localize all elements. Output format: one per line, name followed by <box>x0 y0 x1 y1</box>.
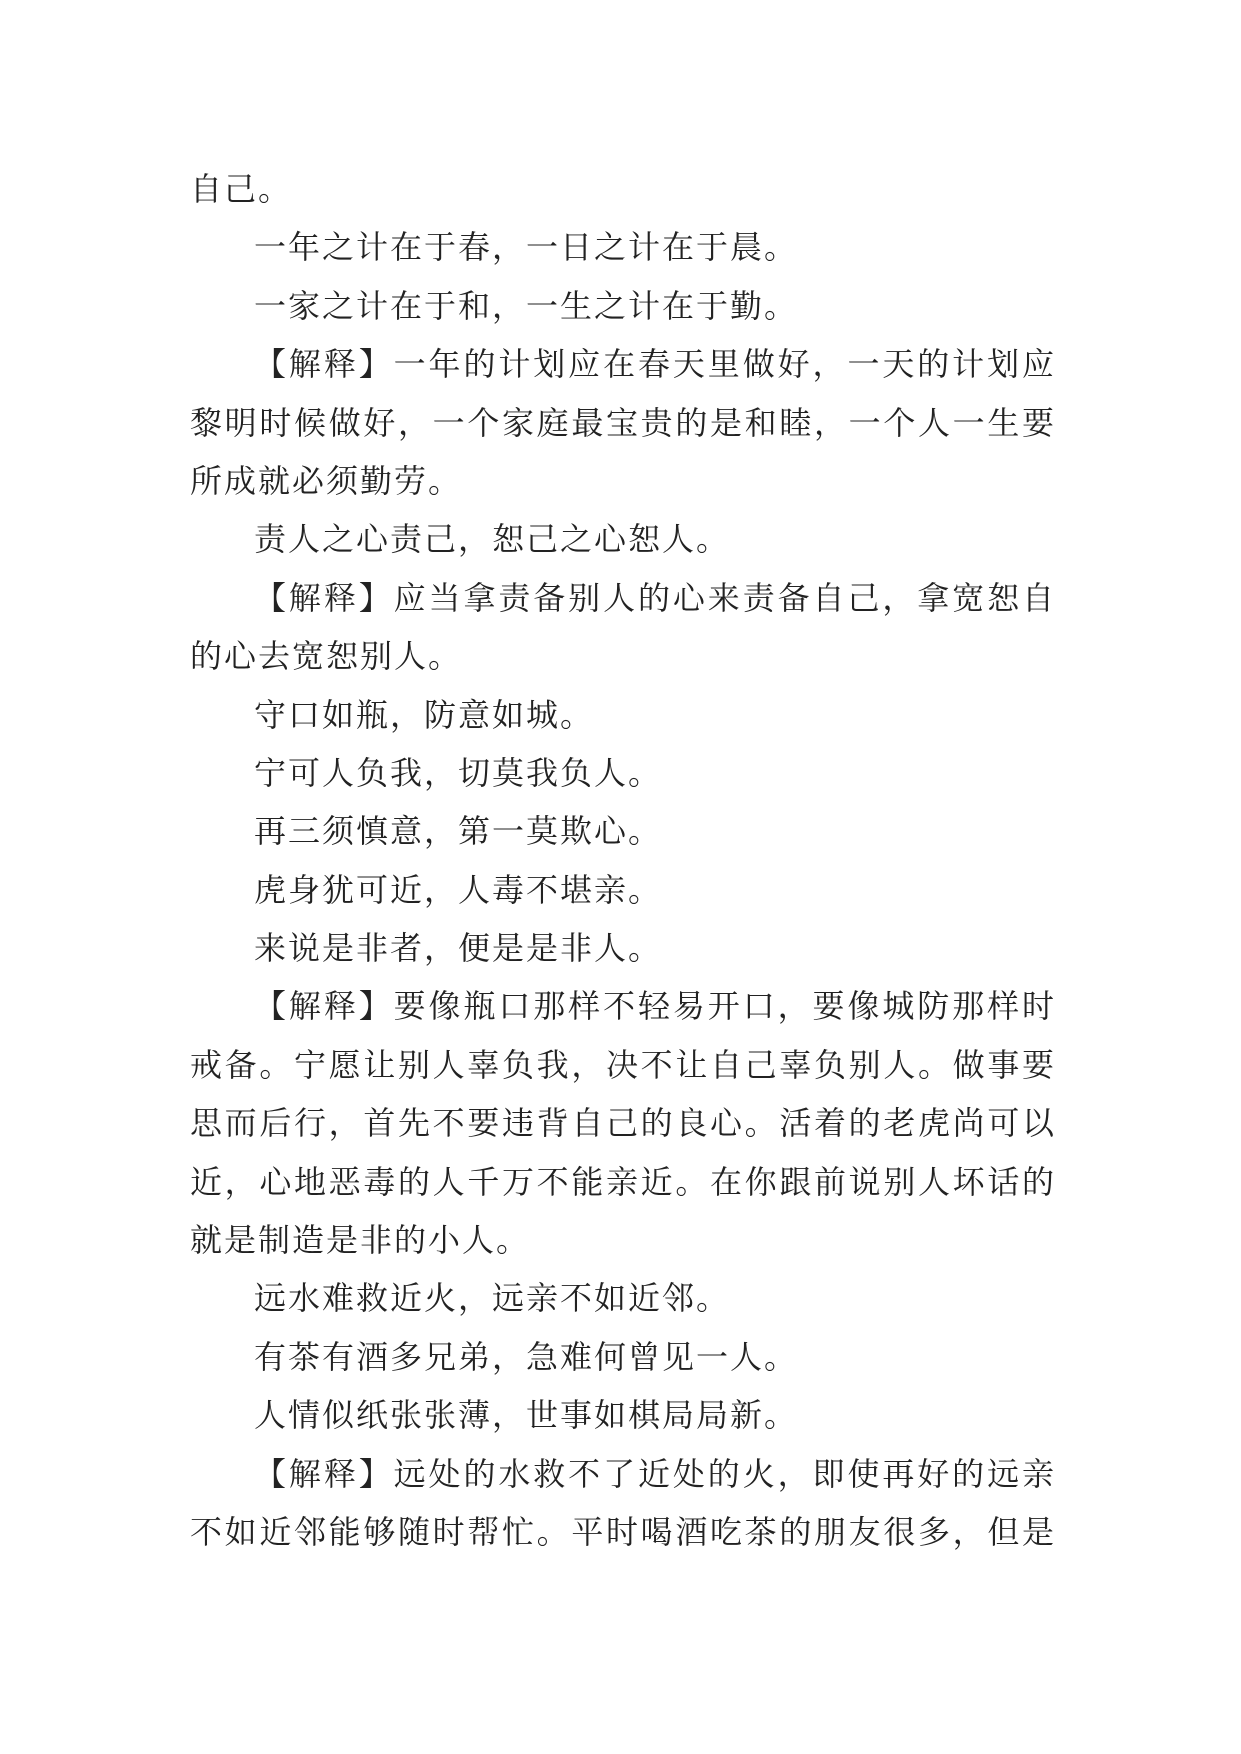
text-line: 远水难救近火，远亲不如近邻。 <box>254 1279 731 1318</box>
text-line: 一年之计在于春，一日之计在于晨。 <box>254 228 799 267</box>
text-line: 近，心地恶毒的人千万不能亲近。在你跟前说别人坏话的 <box>190 1162 1056 1201</box>
text-line: 不如近邻能够随时帮忙。平时喝酒吃茶的朋友很多，但是 <box>190 1512 1056 1551</box>
text-line: 虎身犹可近，人毒不堪亲。 <box>254 870 663 909</box>
text-line: 【解释】应当拿责备别人的心来责备自己，拿宽恕自 <box>254 578 1056 617</box>
text-line: 一家之计在于和，一生之计在于勤。 <box>254 286 799 325</box>
text-line: 守口如瓶，防意如城。 <box>254 695 595 734</box>
body-text <box>190 160 1056 1561</box>
text-line: 【解释】要像瓶口那样不轻易开口，要像城防那样时 <box>254 987 1056 1026</box>
text-line: 就是制造是非的小人。 <box>190 1221 531 1260</box>
text-line: 自己。 <box>190 170 293 208</box>
text-line: 【解释】一年的计划应在春天里做好，一天的计划应 <box>254 345 1056 384</box>
text-line: 责人之心责己，恕己之心恕人。 <box>254 520 731 559</box>
text-line: 人情似纸张张薄，世事如棋局局新。 <box>254 1396 799 1435</box>
text-line: 【解释】远处的水救不了近处的火，即使再好的远亲 <box>254 1454 1056 1493</box>
text-line: 黎明时候做好，一个家庭最宝贵的是和睦，一个人一生要 <box>190 403 1056 442</box>
text-line: 的心去宽恕别人。 <box>190 637 463 676</box>
text-line: 所成就必须勤劳。 <box>190 461 463 500</box>
text-line: 再三须慎意，第一莫欺心。 <box>254 812 663 851</box>
text-line: 戒备。宁愿让别人辜负我，决不让自己辜负别人。做事要 <box>190 1045 1056 1084</box>
text-line: 有茶有酒多兄弟，急难何曾见一人。 <box>254 1337 799 1376</box>
text-line: 思而后行，首先不要违背自己的良心。活着的老虎尚可以 <box>190 1104 1056 1143</box>
text-line: 宁可人负我，切莫我负人。 <box>254 753 663 792</box>
text-line: 来说是非者，便是是非人。 <box>254 929 663 968</box>
